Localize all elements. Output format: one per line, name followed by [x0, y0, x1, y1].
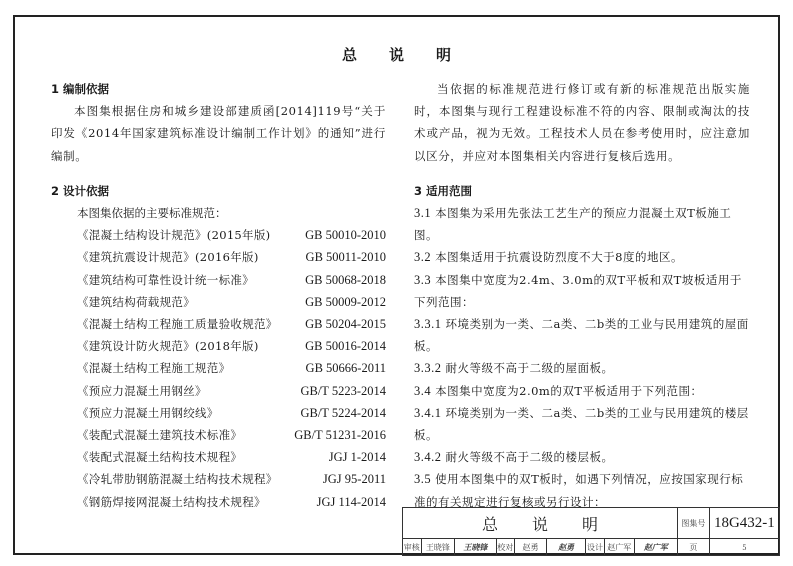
standard-name: 《装配式混凝土结构技术规程》	[77, 450, 243, 465]
standard-code: GB 50011-2010	[305, 250, 386, 265]
standard-name: 《装配式混凝土建筑技术标准》	[77, 428, 243, 443]
scope-item	[414, 246, 750, 268]
scope-item-number: 3.1	[414, 206, 432, 221]
proofread-label: 校对	[496, 539, 515, 556]
standard-code: JGJ 95-2011	[322, 472, 386, 487]
proofreader-name: 赵勇	[515, 539, 547, 556]
standard-row	[51, 446, 386, 468]
designer-signature: 赵广军	[634, 539, 677, 556]
scope-item	[414, 269, 750, 313]
scope-item-text: 环境类别为一类、二a类、二b类的工业与民用建筑的屋面板。	[414, 317, 749, 354]
standard-code: GB/T 51231-2016	[294, 428, 386, 443]
standard-name: 《钢筋焊接网混凝土结构技术规程》	[77, 494, 266, 509]
review-label: 审核	[403, 539, 422, 556]
title-block	[402, 507, 780, 556]
standard-code: GB/T 5223-2014	[300, 383, 386, 398]
scope-item-text: 本图集适用于抗震设防烈度不大于8度的地区。	[435, 250, 683, 265]
scope-item-number: 3.3.1	[414, 317, 442, 332]
page-label: 页	[677, 539, 709, 556]
scope-item	[414, 202, 750, 246]
section-2-intro: 本图集依据的主要标准规范：	[77, 206, 227, 221]
scope-item	[414, 446, 750, 468]
section-2-heading: 2 设计依据	[51, 183, 110, 198]
scope-item	[414, 380, 750, 402]
reviewer-signature: 王晓锋	[455, 539, 496, 556]
scope-item-text: 环境类别为一类、二a类、二b类的工业与民用建筑的楼层板。	[414, 405, 749, 443]
standard-name: 《预应力混凝土用钢绞线》	[77, 405, 219, 420]
scope-item-text: 耐火等级不高于二级的屋面板。	[445, 361, 614, 376]
scope-item-text: 本图集中宽度为2.4m、3.0m的双T平板和双T坡板适用于下列范围：	[414, 272, 742, 309]
standard-name: 《混凝土结构工程施工质量验收规范》	[77, 317, 278, 332]
standard-row	[51, 468, 386, 490]
scope-item	[414, 357, 750, 379]
scope-item-number: 3.4.1	[414, 405, 442, 420]
standard-row	[51, 424, 386, 446]
page-number: 5	[709, 539, 779, 556]
design-label: 设计	[586, 539, 605, 556]
scope-item-text: 本图集中宽度为2.0m的双T平板适用于下列范围：	[435, 383, 703, 398]
reviewer-name: 王晓锋	[421, 539, 455, 556]
standard-code: GB 50068-2018	[305, 272, 386, 287]
standard-name: 《混凝土结构工程施工规范》	[77, 361, 231, 376]
standard-name: 《建筑抗震设计规范》(2016年版)	[77, 250, 259, 265]
standard-code: GB 50666-2011	[305, 361, 386, 376]
standard-name: 《建筑结构可靠性设计统一标准》	[77, 272, 254, 287]
standard-row	[51, 224, 386, 246]
section-3-heading: 3 适用范围	[414, 183, 473, 198]
standard-code: GB/T 5224-2014	[300, 405, 386, 420]
page-title: 总说明	[341, 46, 483, 64]
scope-item-text: 使用本图集中的双T板时，如遇下列情况，应按国家现行标准的有关规定进行复核或另行设计：	[414, 472, 744, 509]
standard-row	[51, 402, 386, 424]
scope-item-number: 3.4	[414, 383, 432, 398]
scope-item-text: 耐火等级不高于二级的楼层板。	[445, 450, 614, 465]
standard-row	[51, 335, 386, 357]
standard-code: GB 50204-2015	[305, 317, 386, 332]
proofreader-signature: 赵勇	[546, 539, 585, 556]
standard-name: 《建筑设计防火规范》(2018年版)	[77, 339, 259, 354]
standard-row	[51, 357, 386, 379]
scope-item	[414, 313, 750, 357]
scope-item-number: 3.2	[414, 250, 432, 265]
left-column	[51, 78, 386, 513]
standard-name: 《冷轧带肋钢筋混凝土结构技术规程》	[77, 472, 278, 487]
standard-name: 《建筑结构荷载规范》	[77, 294, 195, 309]
standard-row	[51, 246, 386, 268]
standard-name: 《混凝土结构设计规范》(2015年版)	[77, 228, 271, 243]
standard-code: GB 50009-2012	[305, 294, 386, 309]
scope-item-number: 3.4.2	[414, 450, 442, 465]
standard-row	[51, 269, 386, 291]
designer-name: 赵广军	[604, 539, 634, 556]
standard-code: JGJ 1-2014	[328, 450, 386, 465]
atlas-no-value: 18G432-1	[709, 508, 779, 539]
scope-item-number: 3.3	[414, 272, 432, 287]
standard-row	[51, 380, 386, 402]
scope-item	[414, 402, 750, 446]
continuation-paragraph: 当依据的标准规范进行修订或有新的标准规范出版实施时，本图集与现行工程建设标准不符的内容、限制或淘汰的技术或产品，视为无效。工程技术人员在参考使用时，应注意加以区分，并应对本图集相关内容进行复核后选用。	[414, 82, 750, 163]
scope-items-list	[414, 202, 750, 513]
standard-row	[51, 313, 386, 335]
standard-row	[51, 291, 386, 313]
standards-list	[51, 224, 386, 513]
scope-item-number: 3.5	[414, 472, 432, 487]
scope-item-text: 本图集为采用先张法工艺生产的预应力混凝土双T板施工图。	[414, 206, 732, 243]
section-1-heading: 1 编制依据	[51, 82, 110, 96]
right-column	[414, 78, 750, 513]
scope-item-number: 3.3.2	[414, 361, 442, 376]
standard-code: GB 50016-2014	[305, 339, 386, 354]
standard-code: GB 50010-2010	[305, 228, 386, 243]
standard-row	[51, 491, 386, 513]
standard-code: JGJ 114-2014	[316, 494, 386, 509]
atlas-no-label: 图集号	[677, 508, 709, 539]
standard-name: 《预应力混凝土用钢丝》	[77, 383, 207, 398]
title-block-title: 总说明	[403, 508, 678, 539]
section-1-paragraph: 本图集根据住房和城乡建设部建质函[2014]119号“关于印发《2014年国家建筑标准设计编制工作计划》的通知”进行编制。	[51, 104, 386, 163]
